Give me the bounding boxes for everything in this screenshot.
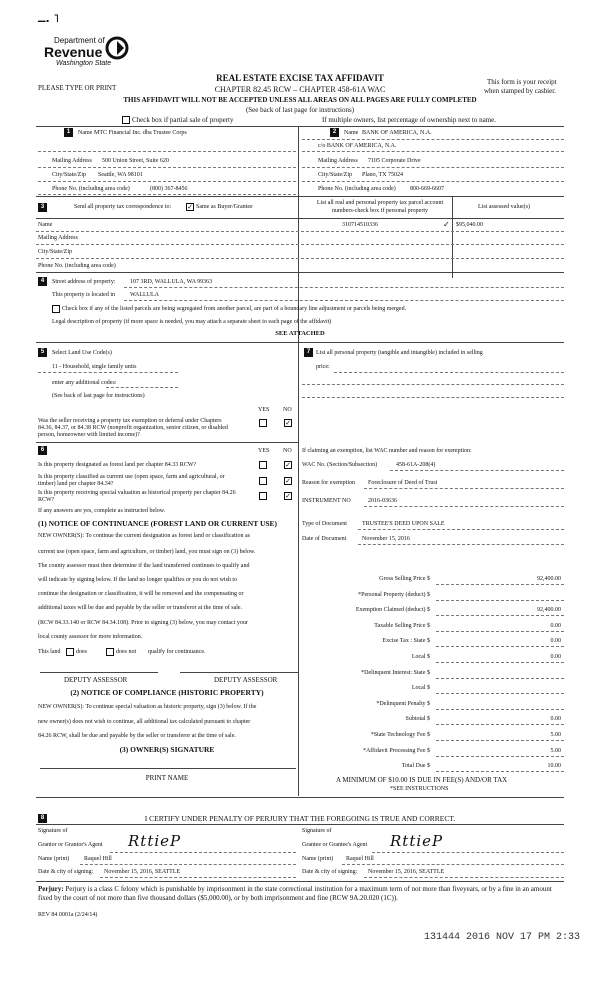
instrument-label: INSTRUMENT NO [302,498,351,504]
reason-value[interactable]: Foreclosure of Deed of Trust [368,480,438,486]
tax-row-label: Gross Selling Price $ [379,576,430,582]
q-forest-no-checkbox[interactable]: ✓ [285,461,291,469]
frame-line [36,881,564,882]
tax-row-label: *State Technology Fee $ [370,732,430,738]
q-forest: Is this property designated as forest land per chapter 84.33 RCW? [38,462,197,468]
section-1-number: 1 [64,128,73,137]
tax-row-rule [436,615,564,616]
q-historic: Is this property receiving special valuation as historical property per chapter 84.26 RCW? [38,490,236,503]
notice1-line1: NEW OWNER(S): To continue the current designation as forest land or classification as [38,533,250,539]
street-value[interactable]: 107 3RD, WALLULA, WA 99363 [130,279,213,285]
s1-rule [38,194,296,195]
tax-row-value[interactable]: 92,400.00 [537,607,561,614]
owner-sig-line [40,768,296,769]
tax-row-label: Excise Tax : State $ [382,638,430,645]
s4-rule [124,300,564,301]
tax-row-rule [436,600,564,601]
section-5-number: 5 [38,348,47,357]
s2-rule [302,181,564,182]
s5-no: NO [283,407,292,413]
notice1-line7: (RCW 84.33.140 or RCW 84.34.108). Prior to signing (3) below, you may contact your [38,620,248,626]
tax-row-rule [436,662,564,663]
section-6-number: 6 [38,446,47,455]
land-use-label: Select Land Use Code(s) [52,350,112,356]
grantor-date-label: Date & city of signing: [38,869,94,875]
s3-phone-label: Phone No. (including area code) [38,263,116,269]
grantor-sig-label-2: Grantor or Grantor's Agent [38,842,103,848]
s1-name-label: Name [78,130,93,136]
s5-rule [38,372,178,373]
see-attached[interactable]: SEE ATTACHED [275,330,325,337]
s7-rule [334,372,564,373]
tax-row-label: Local $ [411,685,430,692]
s3-name-label: Name [38,222,53,228]
s2-phone-label: Phone No. (including area code) [318,186,396,192]
dept-line2: Revenue [44,44,103,60]
notice2-line3: 84.26 RCW, shall be due and payable by the seller or transferor at the time of sale. [38,733,236,739]
tax-row-rule [436,724,564,725]
doc-date-label: Date of Document [302,536,347,542]
s2-mailing-value[interactable]: 7105 Corporate Drive [368,158,421,164]
if-yes-note: If any answers are yes, complete as instructed below. [38,508,166,514]
form-chapter: CHAPTER 82.45 RCW – CHAPTER 458-61A WAC [214,85,386,94]
tax-row-rule [436,678,564,679]
frame-line [36,797,564,798]
tax-row-rule [436,771,564,772]
frame-line [36,218,564,219]
s1-city-value[interactable]: Seattle, WA 98101 [98,172,143,178]
s1-city-label: City/State/Zip [52,172,86,178]
s8-rule [100,877,296,878]
receipt-note-2: when stamped by cashier. [484,87,556,95]
s3-same-as: Same as Buyer/Grantee [196,204,253,210]
notice1-line4: will indicate by signing below. If the land no longer qualifies or you do not wish to [38,577,238,583]
instructions-note: (See back of last page for instructions) [245,106,355,114]
grantor-name[interactable]: Raquel Hill [84,856,112,862]
minimum-note: A MINIMUM OF $10.00 IS DUE IN FEE(S) AND/OR TAX [336,776,508,784]
frame-line [36,196,564,197]
tax-row-label: *Delinquent Interest: State $ [361,669,430,676]
deputy1-label: DEPUTY ASSESSOR [64,676,128,684]
q-exemption: Was the seller receiving a property tax exemption or deferral under Chapters 84.36, 84.37, or 84.38 RCW (nonprofit organization, senior citizen, or disabled person, homeowner with limited income)? [38,418,228,438]
tax-row-value[interactable]: 0.00 [550,638,561,645]
grantee-sig-label-2: Grantee or Grantee's Agent [302,842,368,848]
dept-line3: Washington State [56,60,112,67]
s2-rule [302,139,564,140]
notice1-title: (1) NOTICE OF CONTINUANCE (FOREST LAND OR CURRENT USE) [38,519,278,528]
s8-rule [364,877,564,878]
s2-rule [302,167,564,168]
notice1-line3: The county assessor must then determine if the land transferred continues to qualify and [38,563,250,569]
tax-row-label: Total Due $ [401,763,430,770]
dor-logo [40,36,140,76]
tax-row-label: Exemption Claimed (deduct) $ [355,607,430,614]
rev-number: REV 84 0001a (2/24/14) [38,912,98,918]
grantee-name[interactable]: Raquel Hill [346,856,374,862]
land-use-value[interactable]: 11 - Household, single family units [52,364,137,370]
s1-name-value[interactable]: MTC Financial Inc. dba Trustee Corps [94,130,187,136]
doc-type-label: Type of Document [302,521,347,527]
s4-rule [124,287,564,288]
same-as-checkbox[interactable]: ✓ [187,203,193,211]
print-note: PLEASE TYPE OR PRINT [38,84,117,92]
recording-stamp: 131444 2016 NOV 17 PM 2:33 [424,932,581,943]
tax-row-label: Taxable Selling Price $ [374,622,430,629]
see-instructions: *SEE INSTRUCTIONS [390,786,449,792]
s1-phone-label: Phone No. (including area code) [52,186,130,192]
s1-mailing-value[interactable]: 500 Union Street, Suite 620 [102,158,169,164]
s7-rule [390,470,564,471]
center-divider [298,126,299,796]
notice1-line2: current use (open space, farm and agriculture, or timber) land, you must sign on (3) below. [38,549,256,555]
frame-line [36,824,564,825]
tax-row-rule [436,740,564,741]
parcel-header-2: numbers-check box if personal property [332,208,428,214]
segregated-note: Check box if any of the listed parcels are being segregated from another parcel, are part of a boundary line adjustment or parcels being merged. [62,306,407,312]
s1-phone-value[interactable]: (800) 367-8456 [150,186,188,192]
wac-value[interactable]: 458-61A-208(4) [396,462,436,468]
q-open-space: Is this property classified as current use (open space, farm and agricultural, or timber) land per chapter 84.34? [38,474,225,487]
wac-label: WAC No. (Section/Subsection) [302,462,378,468]
notice1-line5: continue the designation or classification, it will be removed and the compensating or [38,591,244,597]
price-label: price: [316,364,330,370]
form-warning: THIS AFFIDAVIT WILL NOT BE ACCEPTED UNLESS ALL AREAS ON ALL PAGES ARE FULLY COMPLETED [123,96,477,104]
s7-rule [302,397,564,398]
notice1-line8: local county assessor for more information. [38,634,143,640]
s2-mailing-label: Mailing Address [318,158,358,164]
tax-row-rule [436,646,564,647]
qualify-label: qualify for continuance. [148,649,206,655]
s6-yes: YES [258,448,270,454]
frame-line [36,342,564,343]
s2-phone-value[interactable]: 800-669-6607 [410,186,444,192]
s1-rule [38,181,296,182]
s2-name-label: Name [344,130,359,136]
partial-sale-checkbox[interactable] [122,116,130,124]
section-3-number: 3 [38,203,47,212]
notice2-line2: new owner(s) does not wish to continue, all additional tax calculated pursuant to chapter [38,719,251,725]
q-exemption-no-checkbox[interactable]: ✓ [285,419,291,427]
frame-top-line [36,126,564,127]
q-exemption-yes-checkbox[interactable] [259,419,267,427]
tax-row-value[interactable]: 92,400.00 [537,576,561,582]
additional-codes: enter any additional codes: [52,380,117,386]
tax-row-label: *Delinquent Penalty $ [376,700,430,707]
this-land: This land [38,649,61,655]
personal-property-check-icon: ✓ [443,220,450,229]
tax-row-label: *Personal Property (deduct) $ [358,591,430,598]
s2-co-line[interactable]: c/o BANK OF AMERICA, N.A. [318,143,397,149]
tax-row-label: *Affidavit Processing Fee $ [362,747,430,754]
perjury-text: Perjury is a class C felony which is punishable by imprisonment in the state correctional institution for a maximum term of not more than fiveyears, or by a fine in an amount fixed by the court of not more than five thousand dollars ($5,000.00), or by both imprisonment and fine (RCW 9A.20.020 (1C)). [38,885,552,902]
section-4-number: 4 [38,277,47,286]
s2-rule [302,151,564,152]
section-2-number: 2 [330,128,339,137]
s7-rule [364,506,564,507]
tax-row-label: Subtotal $ [405,716,430,723]
assessed-header: List assessed value(s) [478,204,530,210]
dor-logo-mark-icon [104,36,130,60]
s7-rule [302,384,564,385]
q-forest-yes-checkbox[interactable] [259,461,267,469]
segregated-checkbox[interactable] [52,305,60,313]
grantee-date-label: Date & city of signing: [302,869,358,875]
print-name-label: PRINT NAME [145,774,189,782]
grantor-signature[interactable]: RttieP [128,832,182,850]
tax-row-value[interactable]: 5.00 [550,747,561,754]
does-not-label: does not [116,649,137,655]
section-8-number: 8 [38,814,47,823]
s1-rule [38,151,296,152]
exemption-intro: If claiming an exemption, list WAC number and reason for exemption: [302,448,472,454]
s7-rule [364,488,564,489]
s3-rule [36,244,564,245]
located-label: This property is located in [52,292,115,298]
s2-name-value[interactable]: BANK OF AMERICA, N.A. [362,130,432,136]
assessed-value[interactable]: $95,040.00 [456,222,483,228]
frame-line [36,272,564,273]
receipt-note-1: This form is your receipt [487,78,557,86]
s2-city-value[interactable]: Plano, TX 75024 [362,172,404,178]
s3-mailing-label: Mailing Address [38,235,78,241]
parcel-number[interactable]: 310714510336 [342,222,378,228]
legal-label: Legal description of property (if more space is needed, you may attach a separate sheet to each page of the affidavit) [52,319,332,325]
located-value[interactable]: WALLULA [130,292,159,298]
frame-line [36,442,298,443]
tax-row-rule [436,709,564,710]
s8-rule [80,864,296,865]
deputy2-label: DEPUTY ASSESSOR [214,676,278,684]
reason-label: Reason for exemption [302,480,355,486]
perjury-bold: Perjury: [38,885,64,893]
grantor-sig-label-1: Signature of [38,828,68,834]
owner-sig-title: (3) OWNER(S) SIGNATURE [119,745,215,754]
form-title: REAL ESTATE EXCISE TAX AFFIDAVIT [216,73,384,83]
perjury-notice [38,885,564,903]
tax-row-value[interactable]: 0.00 [550,716,561,723]
grantee-name-label: Name (print) [302,856,334,862]
doc-type-value[interactable]: TRUSTEE'S DEED UPON SALE [362,521,445,527]
notice1-line6: additional taxes will be due and payable by the seller or transferor at the time of sale. [38,605,243,611]
s3-rule [36,258,564,259]
s5-rule [106,387,178,388]
s2-city-label: City/State/Zip [318,172,352,178]
deputy1-sig-line [40,672,158,673]
s1-rule [38,167,296,168]
personal-label: List all personal property (tangible and intangible) included in selling [316,350,483,356]
s3-city-label: City/State/Zip [38,249,72,255]
tax-row-value[interactable]: 5.00 [550,732,561,738]
grantee-sig-label-1: Signature of [302,828,332,834]
certify-statement: I CERTIFY UNDER PENALTY OF PERJURY THAT THE FOREGOING IS TRUE AND CORRECT. [144,814,456,823]
notice2-line1: NEW OWNER(S): To continue special valuation as historic property, sign (3) below. If the [38,704,257,710]
s1-mailing-label: Mailing Address [52,158,92,164]
s8-rule [342,864,564,865]
tax-row-label: Local $ [411,654,430,660]
tax-row-rule [436,631,564,632]
s8-rule [372,852,564,853]
grantee-date[interactable]: November 15, 2016, SEATTLE [368,869,445,875]
s5-yes: YES [258,407,270,413]
land-does-checkbox[interactable] [66,648,74,656]
s6-no: NO [283,448,292,454]
land-does-not-checkbox[interactable] [106,648,114,656]
see-back: (See back of last page for instructions) [52,393,145,399]
s3-rule [36,231,564,232]
s7-rule [358,544,564,545]
street-label: Street address of property: [52,279,116,285]
deputy2-sig-line [180,672,298,673]
multiple-owners-note: If multiple owners, list percentage of ownership next to name. [322,116,496,124]
tax-row-rule [436,584,564,585]
corner-mark: ــ. ˥ [38,12,60,25]
q-historic-yes-checkbox[interactable] [259,492,267,500]
instrument-value[interactable]: 2016-03636 [368,498,397,504]
grantor-date[interactable]: November 15, 2016, SEATTLE [104,869,181,875]
does-label: does [76,649,87,655]
s8-rule [110,852,296,853]
tax-row-value[interactable]: 0.00 [550,654,561,660]
q-open-space-no-checkbox[interactable]: ✓ [285,477,291,485]
s3-send-label: Send all property tax correspondence to: [74,204,172,210]
partial-sale-label: Check box if partial sale of property [132,116,234,124]
s7-rule [358,529,564,530]
q-historic-no-checkbox[interactable]: ✓ [285,492,291,500]
q-open-space-yes-checkbox[interactable] [259,477,267,485]
s3-col-divider [452,196,453,278]
tax-row-rule [436,756,564,757]
tax-row-rule [436,693,564,694]
parcel-header-1: List all real and personal property tax parcel account [316,200,444,206]
tax-row-value[interactable]: 10.00 [547,763,561,770]
notice2-title: (2) NOTICE OF COMPLIANCE (HISTORIC PROPERTY) [70,688,264,697]
section-7-number: 7 [304,348,313,357]
grantee-signature[interactable]: RttieP [390,832,444,850]
doc-date-value[interactable]: November 15, 2016 [362,536,410,542]
grantor-name-label: Name (print) [38,856,70,862]
dept-line1: Department of [54,36,105,45]
tax-row-value[interactable]: 0.00 [550,622,561,629]
